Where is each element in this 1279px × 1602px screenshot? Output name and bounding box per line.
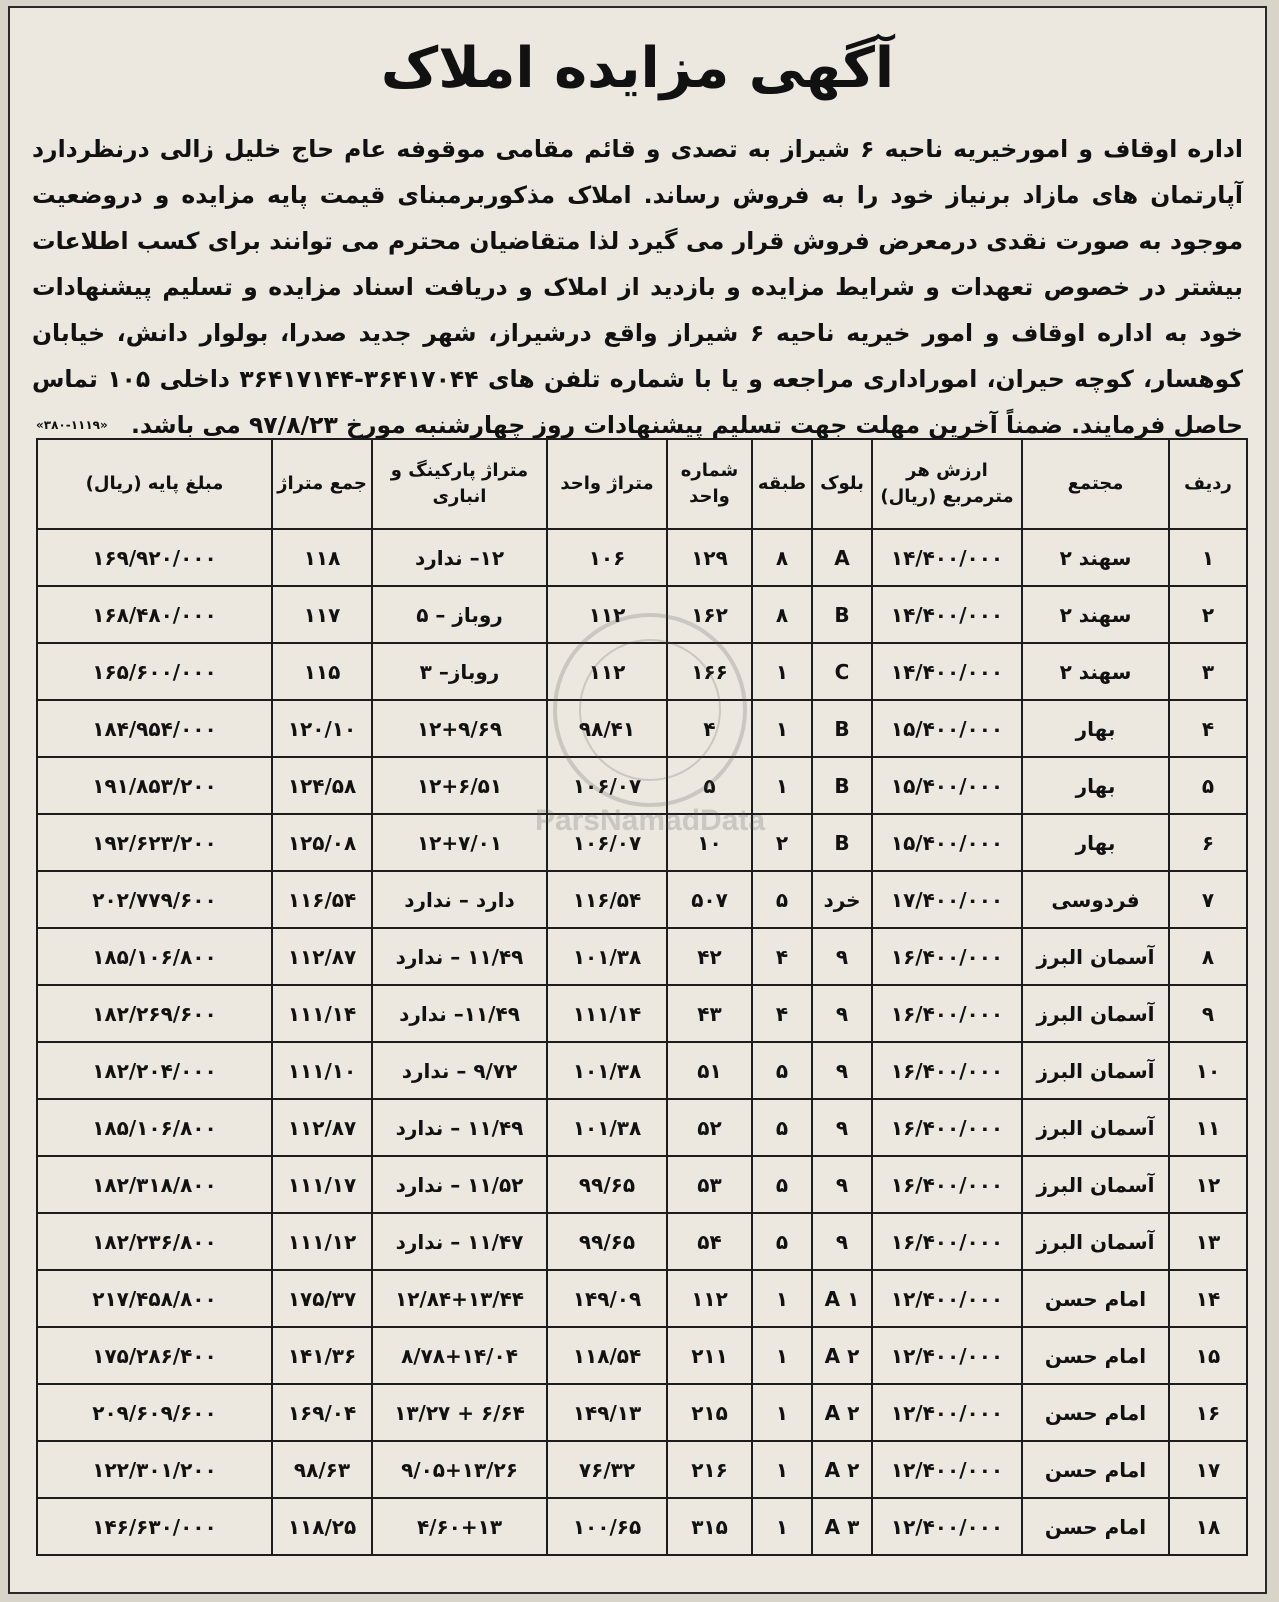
cell-unit-area: ۱۰۰/۶۵ — [547, 1498, 667, 1555]
cell-row-number: ۹ — [1169, 985, 1247, 1042]
cell-block: A ۱ — [812, 1270, 872, 1327]
cell-price-per-sqm: ۱۷/۴۰۰/۰۰۰ — [872, 871, 1022, 928]
cell-unit-area: ۱۰۶/۰۷ — [547, 757, 667, 814]
table-row — [37, 1327, 1247, 1384]
cell-price-per-sqm: ۱۲/۴۰۰/۰۰۰ — [872, 1441, 1022, 1498]
cell-price-per-sqm: ۱۲/۴۰۰/۰۰۰ — [872, 1384, 1022, 1441]
cell-floor: ۴ — [752, 985, 812, 1042]
cell-unit-number: ۱۶۲ — [667, 586, 752, 643]
cell-parking-storage-area: ۹/۰۵+۱۳/۲۶ — [372, 1441, 547, 1498]
cell-total-area: ۱۷۵/۳۷ — [272, 1270, 372, 1327]
cell-row-number: ۵ — [1169, 757, 1247, 814]
cell-floor: ۱ — [752, 1498, 812, 1555]
cell-floor: ۱ — [752, 1384, 812, 1441]
cell-price-per-sqm: ۱۶/۴۰۰/۰۰۰ — [872, 985, 1022, 1042]
cell-block: A ۳ — [812, 1498, 872, 1555]
cell-floor: ۱ — [752, 700, 812, 757]
cell-block: ۹ — [812, 928, 872, 985]
cell-base-price: ۱۸۵/۱۰۶/۸۰۰ — [37, 928, 272, 985]
cell-total-area: ۱۲۵/۰۸ — [272, 814, 372, 871]
cell-parking-storage-area: ۹/۷۲ – ندارد — [372, 1042, 547, 1099]
cell-row-number: ۱۵ — [1169, 1327, 1247, 1384]
table-row — [37, 985, 1247, 1042]
cell-base-price: ۲۰۹/۶۰۹/۶۰۰ — [37, 1384, 272, 1441]
cell-price-per-sqm: ۱۶/۴۰۰/۰۰۰ — [872, 1099, 1022, 1156]
cell-parking-storage-area: ۱۱/۴۹ – ندارد — [372, 1099, 547, 1156]
cell-unit-number: ۵۰۷ — [667, 871, 752, 928]
cell-complex: بهار — [1022, 757, 1169, 814]
cell-row-number: ۱۰ — [1169, 1042, 1247, 1099]
table-row — [37, 643, 1247, 700]
cell-total-area: ۱۱۷ — [272, 586, 372, 643]
table-row — [37, 1498, 1247, 1555]
cell-unit-area: ۹۹/۶۵ — [547, 1213, 667, 1270]
cell-floor: ۱ — [752, 643, 812, 700]
cell-parking-storage-area: ۱۱/۴۹– ندارد — [372, 985, 547, 1042]
cell-parking-storage-area: ۱۱/۵۲ – ندارد — [372, 1156, 547, 1213]
cell-price-per-sqm: ۱۲/۴۰۰/۰۰۰ — [872, 1498, 1022, 1555]
cell-block: A ۲ — [812, 1384, 872, 1441]
cell-price-per-sqm: ۱۶/۴۰۰/۰۰۰ — [872, 1042, 1022, 1099]
cell-block: B — [812, 586, 872, 643]
cell-parking-storage-area: دارد – ندارد — [372, 871, 547, 928]
cell-row-number: ۳ — [1169, 643, 1247, 700]
cell-unit-area: ۱۰۱/۳۸ — [547, 1099, 667, 1156]
cell-price-per-sqm: ۱۲/۴۰۰/۰۰۰ — [872, 1270, 1022, 1327]
header-unit-number: شماره واحد — [667, 439, 752, 529]
watermark-text: ParsNamadData — [534, 804, 766, 837]
cell-unit-area: ۱۱۲ — [547, 586, 667, 643]
cell-price-per-sqm: ۱۴/۴۰۰/۰۰۰ — [872, 529, 1022, 586]
cell-total-area: ۱۱۸/۲۵ — [272, 1498, 372, 1555]
cell-complex: امام حسن — [1022, 1441, 1169, 1498]
cell-block: B — [812, 700, 872, 757]
table-row — [37, 757, 1247, 814]
cell-parking-storage-area: روباز– ۳ — [372, 643, 547, 700]
cell-unit-area: ۱۰۶ — [547, 529, 667, 586]
cell-parking-storage-area: ۶/۶۴ + ۱۳/۲۷ — [372, 1384, 547, 1441]
cell-total-area: ۱۱۲/۸۷ — [272, 928, 372, 985]
cell-parking-storage-area: ۱۱/۴۹ – ندارد — [372, 928, 547, 985]
cell-unit-number: ۵۴ — [667, 1213, 752, 1270]
cell-price-per-sqm: ۱۴/۴۰۰/۰۰۰ — [872, 586, 1022, 643]
cell-unit-number: ۵۲ — [667, 1099, 752, 1156]
cell-block: A — [812, 529, 872, 586]
cell-floor: ۵ — [752, 1042, 812, 1099]
cell-complex: آسمان البرز — [1022, 1042, 1169, 1099]
header-unit-area: متراژ واحد — [547, 439, 667, 529]
cell-total-area: ۱۱۱/۱۲ — [272, 1213, 372, 1270]
cell-row-number: ۱۶ — [1169, 1384, 1247, 1441]
cell-unit-number: ۱۶۶ — [667, 643, 752, 700]
cell-price-per-sqm: ۱۴/۴۰۰/۰۰۰ — [872, 643, 1022, 700]
cell-price-per-sqm: ۱۵/۴۰۰/۰۰۰ — [872, 814, 1022, 871]
cell-complex: امام حسن — [1022, 1270, 1169, 1327]
cell-complex: فردوسی — [1022, 871, 1169, 928]
cell-block: خرد — [812, 871, 872, 928]
cell-unit-area: ۱۴۹/۰۹ — [547, 1270, 667, 1327]
cell-row-number: ۱۲ — [1169, 1156, 1247, 1213]
cell-complex: سهند ۲ — [1022, 529, 1169, 586]
cell-complex: بهار — [1022, 814, 1169, 871]
cell-unit-number: ۱۰ — [667, 814, 752, 871]
cell-unit-number: ۲۱۵ — [667, 1384, 752, 1441]
cell-total-area: ۱۱۶/۵۴ — [272, 871, 372, 928]
cell-complex: امام حسن — [1022, 1498, 1169, 1555]
cell-complex: آسمان البرز — [1022, 1156, 1169, 1213]
cell-block: B — [812, 814, 872, 871]
cell-unit-number: ۵۳ — [667, 1156, 752, 1213]
cell-unit-area: ۷۶/۳۲ — [547, 1441, 667, 1498]
cell-block: ۹ — [812, 1213, 872, 1270]
cell-unit-area: ۱۰۱/۳۸ — [547, 1042, 667, 1099]
cell-base-price: ۱۶۵/۶۰۰/۰۰۰ — [37, 643, 272, 700]
table-header-row — [37, 439, 1247, 529]
cell-total-area: ۱۱۲/۸۷ — [272, 1099, 372, 1156]
cell-unit-area: ۱۰۱/۳۸ — [547, 928, 667, 985]
cell-floor: ۵ — [752, 871, 812, 928]
cell-base-price: ۱۸۴/۹۵۴/۰۰۰ — [37, 700, 272, 757]
table-row — [37, 871, 1247, 928]
cell-base-price: ۱۸۲/۲۰۴/۰۰۰ — [37, 1042, 272, 1099]
table-row — [37, 1156, 1247, 1213]
ad-body-text: اداره اوقاف و امورخیریه ناحیه ۶ شیراز به تصدی و قائم مقامی موقوفه عام حاج خلیل زالی درنظردارد آپارتمان های مازاد برنیاز خود را به فروش رساند. املاک مذکوربرمبنای قیمت پایه مزایده و دروضعیت موجود به صورت نقدی درمعرض فروش قرار می گیرد لذا متقاضیان محترم می توانند برای کسب اطلاعات بیشتر در خصوص تعهدات و شرایط مزایده و بازدید از املاک و دریافت اسناد مزایده و تسلیم پیشنهادات خود به اداره اوقاف و امور خیریه ناحیه ۶ شیراز واقع درشیراز، شهر جدید صدرا، بولوار دانش، خیابان کوهسار، کوچه حیران، اموراداری مراجعه و یا با شماره تلفن های ۳۶۴۱۷۰۴۴-۳۶۴۱۷۱۴۴ داخلی ۱۰۵ تماس حاصل فرمایند. ضمناً آخرین مهلت جهت تسلیم پیشنهادات روز چهارشنبه مورخ ۹۷/۸/۲۳ می باشد. — [32, 135, 1243, 439]
cell-base-price: ۱۸۵/۱۰۶/۸۰۰ — [37, 1099, 272, 1156]
cell-row-number: ۱۴ — [1169, 1270, 1247, 1327]
cell-unit-number: ۴ — [667, 700, 752, 757]
cell-unit-number: ۲۱۱ — [667, 1327, 752, 1384]
cell-unit-number: ۵۱ — [667, 1042, 752, 1099]
cell-unit-number: ۲۱۶ — [667, 1441, 752, 1498]
cell-parking-storage-area: ۸/۷۸+۱۴/۰۴ — [372, 1327, 547, 1384]
header-row-number: ردیف — [1169, 439, 1247, 529]
cell-row-number: ۸ — [1169, 928, 1247, 985]
cell-unit-number: ۴۲ — [667, 928, 752, 985]
cell-total-area: ۱۶۹/۰۴ — [272, 1384, 372, 1441]
ad-reference-code: «۳۸۰-۱۱۱۹» — [36, 418, 108, 432]
cell-row-number: ۱۸ — [1169, 1498, 1247, 1555]
cell-total-area: ۹۸/۶۳ — [272, 1441, 372, 1498]
cell-complex: آسمان البرز — [1022, 985, 1169, 1042]
cell-floor: ۲ — [752, 814, 812, 871]
table-row — [37, 1099, 1247, 1156]
cell-base-price: ۱۶۸/۴۸۰/۰۰۰ — [37, 586, 272, 643]
table-row — [37, 700, 1247, 757]
cell-complex: امام حسن — [1022, 1327, 1169, 1384]
cell-block: ۹ — [812, 1099, 872, 1156]
cell-complex: امام حسن — [1022, 1384, 1169, 1441]
cell-complex: آسمان البرز — [1022, 928, 1169, 985]
cell-complex: سهند ۲ — [1022, 643, 1169, 700]
auction-table — [36, 438, 1248, 1556]
header-base-price: مبلغ پایه (ریال) — [37, 439, 272, 529]
cell-unit-area: ۱۱۱/۱۴ — [547, 985, 667, 1042]
table-row — [37, 1270, 1247, 1327]
cell-block: A ۲ — [812, 1441, 872, 1498]
cell-unit-number: ۱۱۲ — [667, 1270, 752, 1327]
cell-floor: ۱ — [752, 1270, 812, 1327]
cell-parking-storage-area: ۱۲/۸۴+۱۳/۴۴ — [372, 1270, 547, 1327]
table-row — [37, 814, 1247, 871]
cell-floor: ۱ — [752, 1441, 812, 1498]
cell-total-area: ۱۴۱/۳۶ — [272, 1327, 372, 1384]
cell-unit-area: ۱۴۹/۱۳ — [547, 1384, 667, 1441]
cell-base-price: ۱۴۶/۶۳۰/۰۰۰ — [37, 1498, 272, 1555]
cell-parking-storage-area: روباز – ۵ — [372, 586, 547, 643]
cell-base-price: ۱۸۲/۲۳۶/۸۰۰ — [37, 1213, 272, 1270]
cell-parking-storage-area: ۱۱/۴۷ – ندارد — [372, 1213, 547, 1270]
cell-parking-storage-area: ۴/۶۰+۱۳ — [372, 1498, 547, 1555]
cell-floor: ۱ — [752, 1327, 812, 1384]
cell-row-number: ۷ — [1169, 871, 1247, 928]
cell-floor: ۵ — [752, 1099, 812, 1156]
cell-unit-area: ۱۱۸/۵۴ — [547, 1327, 667, 1384]
cell-total-area: ۱۲۴/۵۸ — [272, 757, 372, 814]
cell-unit-area: ۱۱۶/۵۴ — [547, 871, 667, 928]
cell-total-area: ۱۱۱/۱۷ — [272, 1156, 372, 1213]
cell-complex: سهند ۲ — [1022, 586, 1169, 643]
cell-row-number: ۱۱ — [1169, 1099, 1247, 1156]
cell-floor: ۵ — [752, 1156, 812, 1213]
cell-total-area: ۱۲۰/۱۰ — [272, 700, 372, 757]
cell-base-price: ۱۸۲/۳۱۸/۸۰۰ — [37, 1156, 272, 1213]
cell-row-number: ۱۳ — [1169, 1213, 1247, 1270]
cell-price-per-sqm: ۱۶/۴۰۰/۰۰۰ — [872, 1213, 1022, 1270]
cell-floor: ۸ — [752, 586, 812, 643]
cell-unit-number: ۵ — [667, 757, 752, 814]
cell-unit-area: ۱۰۶/۰۷ — [547, 814, 667, 871]
cell-base-price: ۲۱۷/۴۵۸/۸۰۰ — [37, 1270, 272, 1327]
cell-block: ۹ — [812, 985, 872, 1042]
table-row — [37, 1441, 1247, 1498]
cell-parking-storage-area: ۱۲– ندارد — [372, 529, 547, 586]
cell-price-per-sqm: ۱۶/۴۰۰/۰۰۰ — [872, 928, 1022, 985]
cell-row-number: ۶ — [1169, 814, 1247, 871]
cell-row-number: ۴ — [1169, 700, 1247, 757]
cell-price-per-sqm: ۱۵/۴۰۰/۰۰۰ — [872, 757, 1022, 814]
table-row — [37, 529, 1247, 586]
cell-total-area: ۱۱۱/۱۰ — [272, 1042, 372, 1099]
cell-price-per-sqm: ۱۶/۴۰۰/۰۰۰ — [872, 1156, 1022, 1213]
cell-block: B — [812, 757, 872, 814]
cell-base-price: ۱۸۲/۲۶۹/۶۰۰ — [37, 985, 272, 1042]
cell-floor: ۱ — [752, 757, 812, 814]
cell-base-price: ۲۰۲/۷۷۹/۶۰۰ — [37, 871, 272, 928]
table-row — [37, 1213, 1247, 1270]
cell-parking-storage-area: ۱۲+۷/۰۱ — [372, 814, 547, 871]
header-block: بلوک — [812, 439, 872, 529]
cell-base-price: ۱۹۲/۶۲۳/۲۰۰ — [37, 814, 272, 871]
cell-price-per-sqm: ۱۵/۴۰۰/۰۰۰ — [872, 700, 1022, 757]
cell-block: A ۲ — [812, 1327, 872, 1384]
cell-unit-number: ۳۱۵ — [667, 1498, 752, 1555]
cell-floor: ۴ — [752, 928, 812, 985]
cell-unit-area: ۱۱۲ — [547, 643, 667, 700]
cell-total-area: ۱۱۸ — [272, 529, 372, 586]
header-complex: مجتمع — [1022, 439, 1169, 529]
cell-block: ۹ — [812, 1042, 872, 1099]
cell-base-price: ۱۷۵/۲۸۶/۴۰۰ — [37, 1327, 272, 1384]
cell-unit-number: ۱۲۹ — [667, 529, 752, 586]
cell-base-price: ۱۲۲/۳۰۱/۲۰۰ — [37, 1441, 272, 1498]
cell-floor: ۸ — [752, 529, 812, 586]
ad-title: آگهی مزایده املاک — [380, 36, 895, 101]
cell-unit-area: ۹۹/۶۵ — [547, 1156, 667, 1213]
cell-unit-area: ۹۸/۴۱ — [547, 700, 667, 757]
cell-unit-number: ۴۳ — [667, 985, 752, 1042]
cell-row-number: ۲ — [1169, 586, 1247, 643]
cell-parking-storage-area: ۱۲+۶/۵۱ — [372, 757, 547, 814]
cell-total-area: ۱۱۱/۱۴ — [272, 985, 372, 1042]
cell-price-per-sqm: ۱۲/۴۰۰/۰۰۰ — [872, 1327, 1022, 1384]
cell-complex: آسمان البرز — [1022, 1099, 1169, 1156]
header-total-area: جمع متراژ — [272, 439, 372, 529]
table-row — [37, 1384, 1247, 1441]
cell-complex: آسمان البرز — [1022, 1213, 1169, 1270]
table-body — [37, 529, 1247, 1555]
header-floor: طبقه — [752, 439, 812, 529]
table-row — [37, 1042, 1247, 1099]
cell-parking-storage-area: ۱۲+۹/۶۹ — [372, 700, 547, 757]
cell-block: ۹ — [812, 1156, 872, 1213]
table-row — [37, 928, 1247, 985]
cell-row-number: ۱۷ — [1169, 1441, 1247, 1498]
cell-floor: ۵ — [752, 1213, 812, 1270]
cell-base-price: ۱۶۹/۹۲۰/۰۰۰ — [37, 529, 272, 586]
header-price-per-sqm: ارزش هر مترمربع (ریال) — [872, 439, 1022, 529]
cell-row-number: ۱ — [1169, 529, 1247, 586]
cell-base-price: ۱۹۱/۸۵۳/۲۰۰ — [37, 757, 272, 814]
cell-total-area: ۱۱۵ — [272, 643, 372, 700]
cell-block: C — [812, 643, 872, 700]
header-parking-storage-area: متراژ پارکینگ و انباری — [372, 439, 547, 529]
cell-complex: بهار — [1022, 700, 1169, 757]
table-row — [37, 586, 1247, 643]
